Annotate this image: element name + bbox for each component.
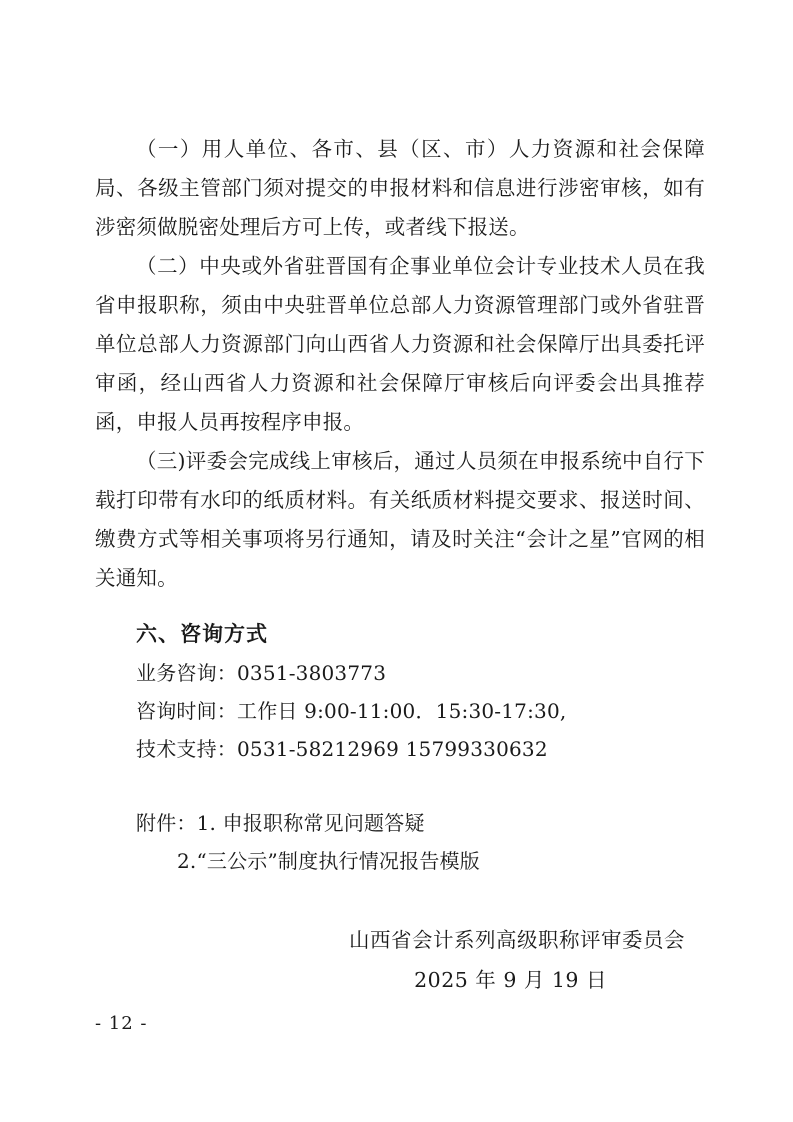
section-heading-consultation: 六、咨询方式 [136, 621, 268, 646]
attachment-item-1: 附件：1. 申报职称常见问题答疑 [136, 811, 425, 835]
attachment-item-2: 2.“三公示”制度执行情况报告模版 [177, 849, 480, 873]
page-number: - 12 - [95, 1013, 148, 1034]
paragraph-three: （三)评委会完成线上审核后，通过人员须在申报系统中自行下载打印带有水印的纸质材料。有关纸质材料提交要求、报送时间、缴费方式等相关事项将另行通知，请及时关注“会计之星”官网的相关通知。 [95, 449, 705, 590]
signature-block [95, 920, 705, 1000]
attachments-block [95, 804, 705, 880]
signature-date: 2025 年 9 月 19 日 [414, 968, 607, 992]
contact-hours: 咨询时间：工作日 9:00-11:00．15:30-17:30, [136, 699, 567, 723]
contact-technical-support: 技术支持：0531-58212969 15799330632 [136, 737, 548, 761]
signature-organization: 山西省会计系列高级职称评审委员会 [349, 928, 685, 952]
paragraph-one: （一）用人单位、各市、县（区、市）人力资源和社会保障局、各级主管部门须对提交的申报材料和信息进行涉密审核，如有涉密须做脱密处理后方可上传，或者线下报送。 [95, 137, 705, 239]
contact-business: 业务咨询：0351-3803773 [136, 661, 387, 685]
paragraph-two: （二）中央或外省驻晋国有企事业单位会计专业技术人员在我省申报职称，须由中央驻晋单位总部人力资源管理部门或外省驻晋单位总部人力资源部门向山西省人力资源和社会保障厅出具委托评审函，经山西省人力资源和社会保障厅审核后向评委会出具推荐函，申报人员再按程序申报。 [95, 254, 705, 434]
